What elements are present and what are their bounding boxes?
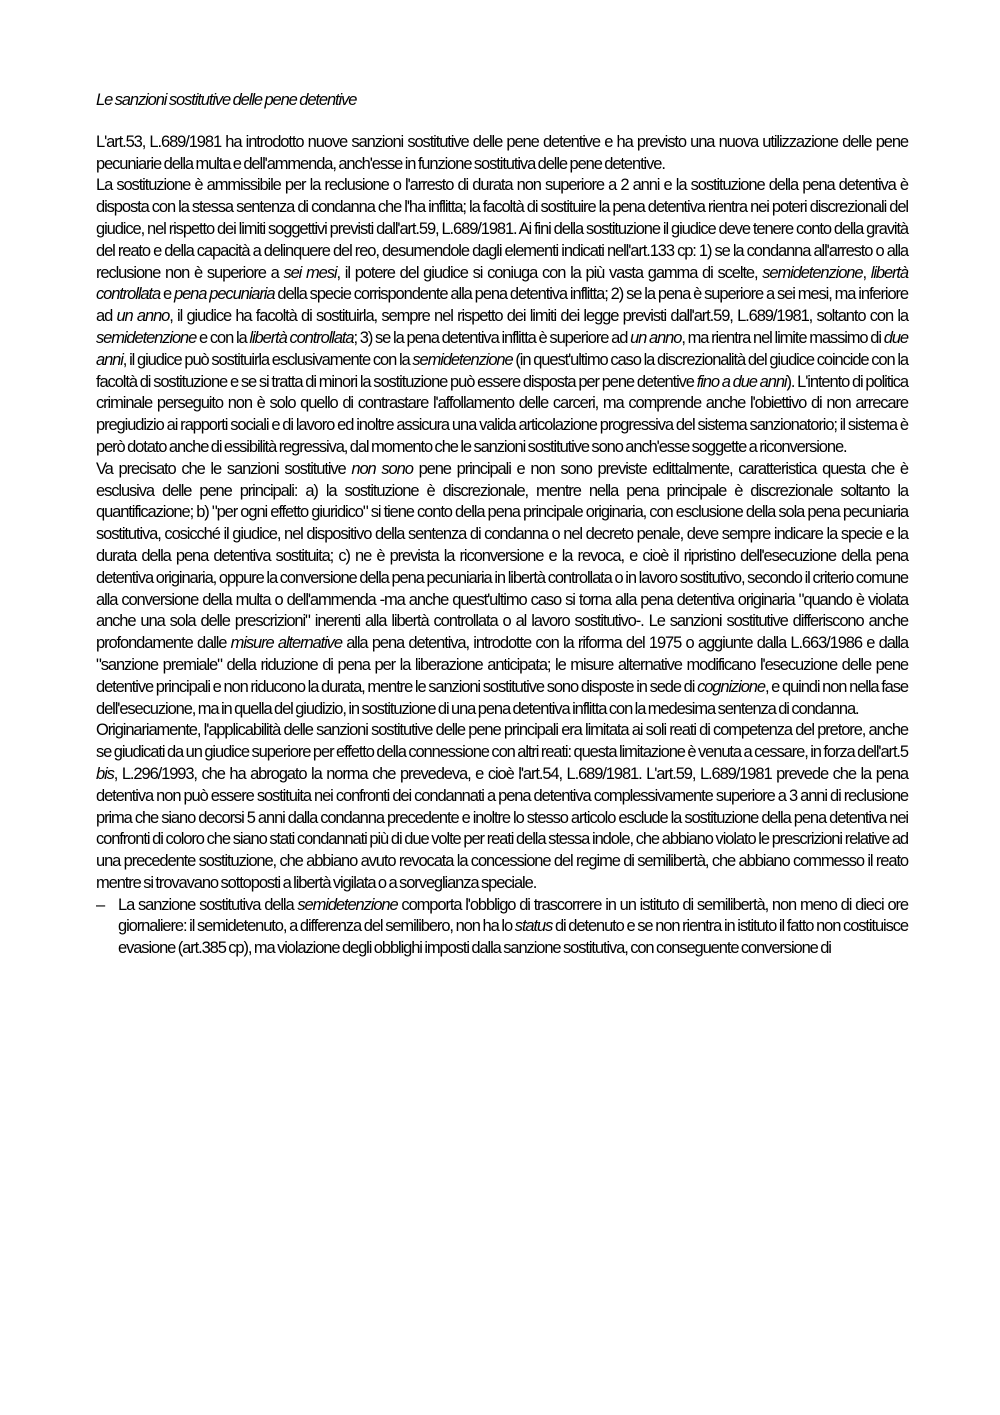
text-run: La sostituzione è ammissibile per la reclusione o l'arresto di durata non superiore a 2 anni e la sostituzione della pena detentiva è disposta con la stessa sentenza di condanna che l'ha inflitta; la facoltà di sostituire la pena detentiva rientra nei poteri discrezionali del giudice, nel rispetto dei limiti soggettivi previsti dall'art.59, L.689/1981. Ai fini della sostituzione il giudice deve tenere conto della gravità del reato e della capacità a delinquere del reo, desumendole dagli elementi indicati nell'art.133 cp: 1) se la condanna all'arresto o alla reclusione non è superiore a bbox=[96, 176, 908, 282]
text-run: L'art.53, L.689/1981 ha introdotto nuove sanzioni sostitutive delle pene detentive e ha previsto una nuova utilizzazione delle pene pecuniarie della multa e dell'ammenda, anch'esse in funzione sostitutiva delle pene detentive. bbox=[96, 132, 908, 173]
text-run: e con la bbox=[196, 328, 250, 347]
bullet-list bbox=[96, 895, 908, 960]
italic-text-run: semidetenzione bbox=[412, 350, 513, 369]
italic-text-run: status bbox=[514, 917, 553, 936]
text-run: della specie corrispondente alla pena detentiva inflitta; 2) se la pena è superiore a sei mesi, ma inferiore ad bbox=[96, 285, 909, 326]
italic-text-run: libertà controllata bbox=[249, 328, 354, 347]
paragraph bbox=[96, 459, 908, 721]
bullet-dash-icon: – bbox=[96, 895, 105, 914]
text-run: , ma rientra nel limite massimo di bbox=[681, 328, 884, 347]
text-run: , il giudice ha facoltà di sostituirla, sempre nel rispetto dei limiti dei legge previsti dall'art.59, L.689/1981, soltanto con la bbox=[169, 307, 908, 326]
list-item bbox=[96, 895, 908, 960]
italic-text-run: un anno bbox=[116, 307, 170, 326]
text-run: Originariamente, l'applicabilità delle sanzioni sostitutive delle pene principali era limitata ai soli reati di competenza del pretore, anche se giudicati da un giudice superiore per effetto della connessione con altri reati: questa limitazione è venuta a cessare, in forza dell'art.5 bbox=[96, 721, 908, 762]
text-run: , e quindi non nella fase dell'esecuzione, ma in quella del giudizio, in sostituzione di una pena detentiva inflitta con la medesima sentenza di condanna. bbox=[96, 677, 908, 718]
text-run: (in quest'ultimo caso la discrezionalità del giudice coincide con la facoltà di sostituzione e se si tratta di minori la sostituzione può essere disposta per pene detentive bbox=[96, 350, 908, 391]
italic-text-run: bis bbox=[96, 764, 114, 783]
italic-text-run: pena pecuniaria bbox=[174, 285, 275, 304]
text-run: , bbox=[862, 263, 871, 282]
document-body bbox=[96, 90, 908, 960]
italic-text-run: un anno bbox=[630, 328, 682, 347]
italic-text-run: misure alternative bbox=[230, 634, 342, 653]
italic-text-run: semidetenzione bbox=[762, 263, 863, 282]
text-run: Va precisato che le sanzioni sostitutive bbox=[96, 459, 352, 478]
text-run: pene principali e non sono previste edittalmente, caratteristica questa che è esclusiva delle pene principali: a) la sostituzione è discrezionale, mentre nella pena principale è discrezionale soltanto la quantificazione; b) "per ogni effetto giuridico" si tiene conto della pena principale originaria, con esclusione della sola pena pecuniaria sostitutiva, cosicché il giudice, nel dispositivo della sentenza di condanna o nel decreto penale, deve sempre indicare la specie e la durata della pena detentiva sostituita; c) ne è prevista la riconversione e la revoca, e cioè il ripristino dell'esecuzione della pena detentiva originaria, oppure la conversione della pena pecuniaria in libertà controllata o in lavoro sostitutivo, secondo il criterio comune alla conversione della multa o dell'ammenda -ma anche quest'ultimo caso si torna alla pena detentiva originaria "quando è violata anche una sola delle prescrizioni" inerenti alla libertà controllata o al lavoro sostitutivo-. Le sanzioni sostitutive differiscono anche profondamente dalle bbox=[96, 459, 909, 653]
italic-text-run: non sono bbox=[351, 459, 413, 478]
paragraph bbox=[96, 720, 908, 894]
paragraph bbox=[96, 132, 908, 176]
document-title: Le sanzioni sostitutive delle pene detentive bbox=[96, 91, 357, 109]
text-run: ; 3) se la pena detentiva inflitta è superiore ad bbox=[353, 328, 631, 347]
text-run: comporta l'obbligo di trascorrere in un istituto di semilibertà, non meno di dieci ore giornaliere: il semidetenuto, a differenza del semilibero, non ha lo bbox=[118, 895, 908, 936]
italic-text-run: semidetenzione bbox=[96, 328, 197, 347]
italic-text-run: sei mesi bbox=[283, 263, 337, 282]
list-item-text bbox=[118, 896, 908, 958]
text-run: alla pena detentiva, introdotte con la riforma del 1975 o aggiunte dalla L.663/1986 e dalla "sanzione premiale" della riduzione di pena per la liberazione anticipata; le misure alternative modificano l'esecuzione delle pene detentive principali e non riducono la durata, mentre le sanzioni sostitutive sono disposte in sede di bbox=[96, 634, 909, 696]
paragraph-container bbox=[96, 132, 908, 895]
text-run: e bbox=[160, 285, 175, 304]
italic-text-run: libertà controllata bbox=[96, 263, 908, 304]
text-run: , L.296/1993, che ha abrogato la norma che prevedeva, e cioè l'art.54, L.689/1981. L'art.59, L.689/1981 prevede che la pena detentiva non può essere sostituita nei confronti dei condannati a pena detentiva complessivamente superiore a 3 anni di reclusione prima che siano decorsi 5 anni dalla condanna precedente e inoltre lo stesso articolo esclude la sostituzione della pena detentiva nei confronti di coloro che siano stati condannati più di due volte per reati della stessa indole, che abbiano violato le prescrizioni relative ad una precedente sostituzione, che abbiano avuto revocata la concessione del regime di semilibertà, che abbiano commesso il reato mentre si trovavano sottoposti a libertà vigilata o a sorveglianza speciale. bbox=[96, 764, 908, 892]
paragraph bbox=[96, 175, 908, 458]
italic-text-run: fino a due anni bbox=[696, 372, 787, 391]
text-run: , il giudice può sostituirla esclusivamente con la bbox=[122, 350, 413, 369]
italic-text-run: cognizione bbox=[697, 677, 765, 696]
text-run: ). L'intento di politica criminale perseguito non è solo quello di contrastare l'affollamento delle carceri, ma comprende anche l'obiettivo di non arrecare pregiudizio ai rapporti sociali e di lavoro ed inoltre assicura una valida articolazione progressiva del sistema sanzionatorio; il sistema è però dotato anche di essibilità regressiva, dal momento che le sanzioni sostitutive sono anch'esse soggette a riconversione. bbox=[96, 372, 908, 456]
text-run: , il potere del giudice si coniuga con la più vasta gamma di scelte, bbox=[336, 263, 763, 282]
text-run: di detenuto e se non rientra in istituto il fatto non costituisce evasione (art.385 cp), ma violazione degli obblighi imposti dalla sanzione sostitutiva, con conseguente conversione di bbox=[118, 917, 908, 958]
italic-text-run: semidetenzione bbox=[297, 895, 398, 914]
text-run: La sanzione sostitutiva della bbox=[118, 895, 298, 914]
italic-text-run: due anni bbox=[96, 328, 908, 369]
